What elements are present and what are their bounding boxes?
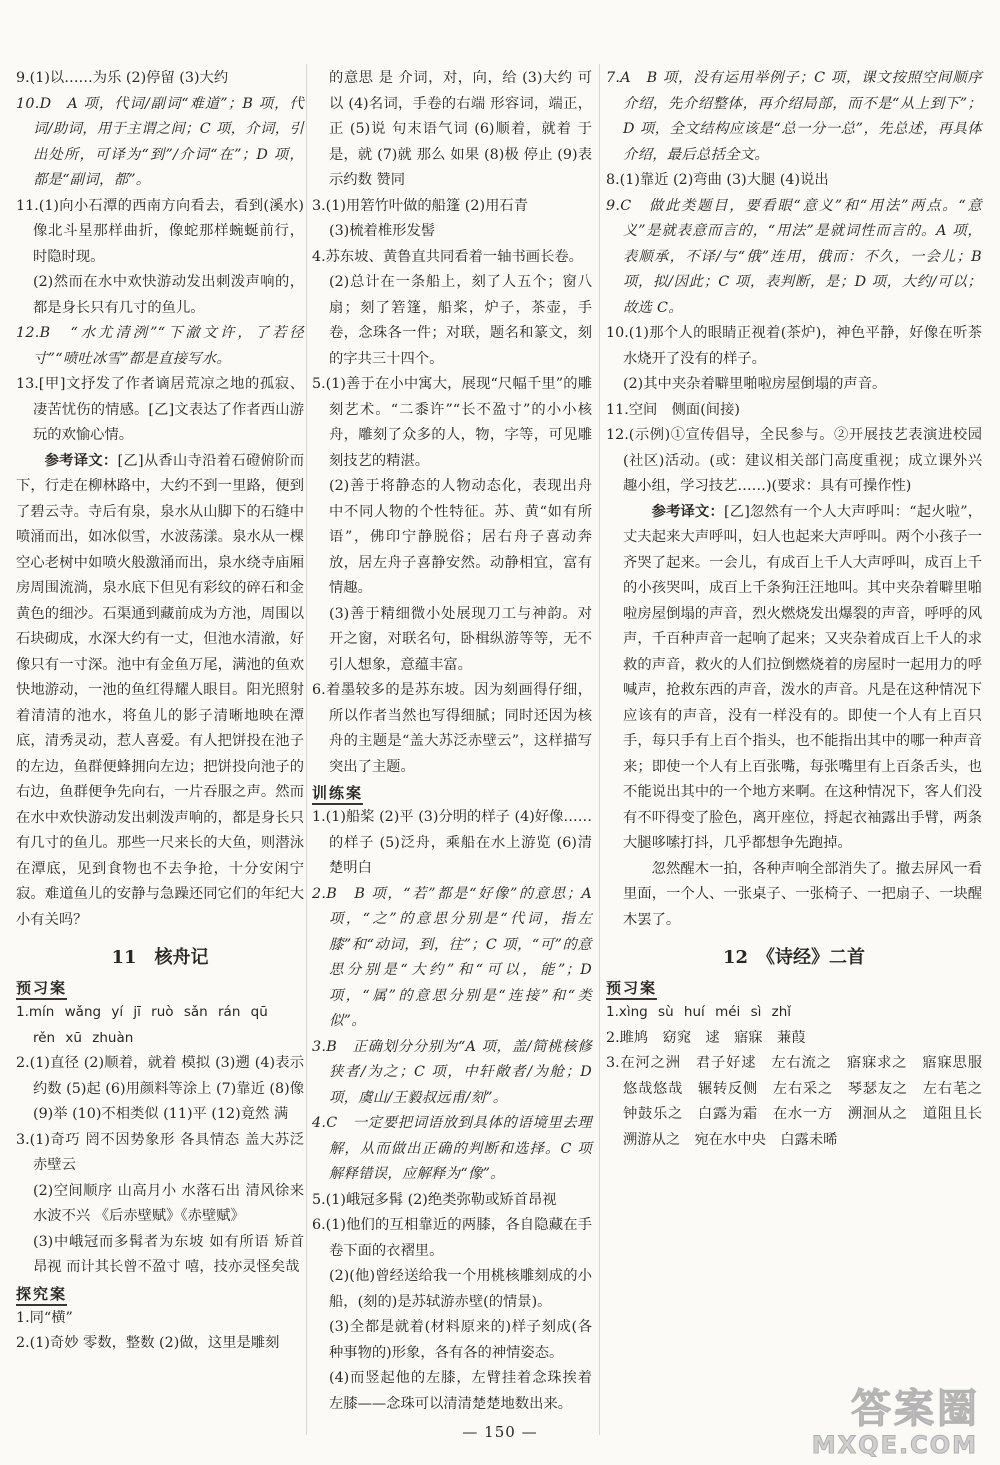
answer-item: (2)(他)曾经送给我一个用桃核雕刻成的小船，(刻的)是苏轼游赤壁(的情景)。 [329,1268,592,1310]
reference-translation-text: [乙]忽然有一个人大声呼叫：“起火啦”，丈夫起来大声呼叫，妇人也起来大声呼叫。两个小孩子一齐哭了起来。一会儿，有成百上千人大声呼叫，成百上千的小孩哭叫，成百上千条狗汪汪地叫。其中夹杂着噼里啪啦房屋倒塌的声音，烈火燃烧发出爆裂的声音，呼呼的风声，千百种声音一起响了起来；又夹杂着成百上千人的求救的声音，救火的人们拉倒燃烧着的房屋时一起用力的呼喊声，抢救东西的声音，泼水的声音。凡是在这种情况下应该有的声音，没有一样没有的。即使一个人有上百只手，每只手有上百个指头，也不能指出其中的哪一种声音来；即使一个人有上百张嘴，每张嘴里有上百条舌头，也不能说出其中的一个地方来啊。在这种情况下，客人们没有不吓得变了脸色，离开座位，捋起衣袖露出手臂，两条大腿哆嗦打抖，几乎都想争先跑掉。 [623,503,982,851]
column-divider [599,64,600,1435]
reference-translation [606,500,982,857]
answer-item: (3)善于精细微小处展现刀工与神韵。对开之窗，对联名句，卧楫纵游等等，无不引人想象，意蕴丰富。 [329,605,592,673]
page-number: — 150 — [462,1423,538,1441]
answer-item: (2)其中夹杂着噼里啪啦房屋倒塌的声音。 [623,376,887,392]
answer-item: (2)然而在水中欢快游动发出刺泼声响的，都是身长只有几寸的鱼儿。 [33,274,304,316]
column-divider [306,64,307,1435]
answer-item: 4.苏东坡、黄鲁直共同看着一轴书画长卷。 [312,248,583,265]
reference-translation [16,449,304,934]
answer-item: 2.(1)奇妙 零数，整数 (2)做，这里是雕刻 [16,1335,280,1351]
answer-item: 1.(1)船桨 (2)平 (3)分明的样子 (4)好像……的样子 (5)泛舟，乘船在水上游览 (6)清楚明白 [312,809,592,876]
answer-item: (2)善于将静态的人物动态化，表现出舟中不同人物的个性特征。苏、黄“如有所语”，佛印宁静脱俗；居右舟子喜动奔放，居左舟子喜静安然。动静相宜，富有情趣。 [329,478,592,596]
answer-item: (2)空间顺序 山高月小 水落石出 清风徐来 水波不兴 《后赤壁赋》《赤壁赋》 [33,1182,304,1224]
answer-item: 6.(1)他们的互相靠近的两膝，各自隐藏在手卷下面的衣褶里。 [312,1217,592,1259]
answer-item: 5.(1)峨冠多髯 (2)绝类弥勒或矫首昂视 [312,1191,557,1208]
answer-item: 3.B 正确划分分别为“A 项，盖/简桃核修狭者/为之；C 项，中轩敞者/为舱；D 项，虞山/王毅叔远甫/刻”。 [312,1038,592,1106]
section-heading: 预习案 [606,977,982,998]
answer-item: 7.A B 项，没有运用举例子；C 项，课文按照空间顺序介绍，先介绍整体，再介绍局部，而不是“从上到下”；D 项，全文结构应该是“总一分一总”，先总述，再具体介绍，最后总括全文。 [606,70,982,163]
answer-item: 9.(1)以……为乐 (2)停留 (3)大约 [16,70,229,86]
answer-item: 3.在河之洲 君子好逑 左右流之 寤寐求之 寤寐思服 悠哉悠哉 辗转反侧 左右采之 琴瑟友之 左右芼之 钟鼓乐之 白露为霜 在水一方 溯洄从之 道阻且长 溯游从之 宛在水中央 白露未晞 [606,1055,997,1148]
pinyin-answer: 1.xìng sù huí méi sì zhǐ [606,1004,792,1020]
pinyin-answer: rěn xū zhuàn [33,1029,134,1046]
column-2 [312,66,592,1417]
answer-item: 2.(1)直径 (2)顺着，就着 模拟 (3)遡 (4)表示约数 (5)起 (6)用颜料等涂上 (7)靠近 (8)像 (9)举 (10)不相类似 (11)平 (12)竟然 满 [16,1055,304,1122]
watermark-text: 答案圈 [851,1386,980,1432]
answer-item: 4.C 一定要把词语放到具体的语境里去理解，从而做出正确的判断和选择。C 项解释错误，应解释为“像”。 [312,1115,592,1182]
answer-item: 的意思 是 介词，对，向，给 (3)大约 可以 (4)名词，手卷的右端 形容词，端正，正 (5)说 句末语气词 (6)顺着，就着 于是，就 (7)就 那么 如果 (8)极 停止 (9)表示约数 赞同 [329,70,592,188]
answer-item: 3.(1)奇巧 罔不因势象形 各具情态 盖大苏泛赤壁云 [16,1131,304,1173]
reference-translation-text: [乙]从香山寺沿着石磴俯阶而下，行走在柳林路中，大约不到一里路，便到了碧云寺。寺后有泉，泉水从山脚下的石缝中喷涌而出，如冰似雪，水波荡漾。泉水从一棵空心老树中如喷火般激涌而出，泉水绕寺庙厢房周围流淌，泉水底下但见有彩纹的碎石和金黄色的细沙。石渠通到藏前成为方池，周围以石块砌成，水深大约有一丈，但池水清澈，好像只有一寸深。池中有金鱼万尾，满池的鱼欢快地游动，一池的鱼红得耀人眼目。阳光照射着清清的池水，将鱼儿的影子清晰地映在潭底，清秀灵动，惹人喜爱。有人把饼投在池子的左边，鱼群便蜂拥向左边；把饼投向池子的右边，鱼群便争先向右，一片吞服之声。然而在水中欢快游动发出刺泼声响的，都是身长只有几寸的鱼儿。那些一尺来长的大鱼，则潜泳在潭底，见到食物也不去争抢，十分安闲宁寂。难道鱼儿的安静与急躁还同它们的年纪大小有关吗？ [16,452,305,928]
answer-item: 11.空间 侧面(间接) [606,401,740,418]
reference-translation-label: 参考译文： [651,503,724,520]
column-1 [16,66,304,1357]
answer-item: 5.(1)善于在小中寓大，展现“尺幅千里”的雕刻艺术。“二黍许”“长不盈寸”的小小核舟，雕刻了众多的人，物，字等，可见雕刻技艺的精湛。 [312,376,592,469]
answer-item: 3.(1)用箬竹叶做的船篷 (2)用石青 [312,197,528,214]
chapter-title: 12 《诗经》二首 [722,947,866,968]
section-heading: 探究案 [16,1283,304,1304]
answer-item: (3)全都是就着(材料原来的)样子刻成(各种事物的)形象，各有各的神情姿态。 [329,1319,592,1361]
reference-translation-label: 参考译文： [44,452,118,469]
answer-item: 9.C 做此类题目，要看眼“意义”和“用法”两点。“意义”是就表意而言的，“用法”是就词性而言的。A 项，表顺承，不译/与“俄”连用，俄而：不久，一会儿；B 项，拟/因此；C 项，表判断，是；D 项，大约/可以；故选 C。 [606,197,982,316]
answer-item: 12.B “水尤清洌”“下澈文许，了若径寸”“喷吐冰雪”都是直接写水。 [16,325,304,367]
section-heading: 训练案 [312,782,592,803]
answer-item: 12.(示例)①宣传倡导，全民参与。②开展技艺表演进校园(社区)活动。(或：建议相关部门高度重视；成立课外兴趣小组，学习技艺……)(要求：具有可操作性) [606,427,982,494]
answer-item: 10.(1)那个人的眼睛正视着(茶炉)，神色平静，好像在听茶水烧开了没有的样子。 [606,325,982,367]
answer-item: 11.(1)向小石潭的西南方向看去，看到(溪水)像北斗星那样曲折，像蛇那样蜿蜒前行，时隐时现。 [16,197,304,265]
answer-item: (2)总计在一条船上，刻了人五个；窗八扇；刻了箬篷，船桨，炉子，茶壶，手卷，念珠各一件；对联，题名和篆文，刻的字共三十四个。 [329,274,592,367]
pinyin-answer: 1.mín wǎng yí jī ruò sǎn rán qū [16,1004,268,1020]
watermark-domain: MXQE.COM [811,1431,978,1459]
chapter-title: 11 核舟记 [111,947,209,968]
watermark-logo [806,1377,986,1459]
column-3 [606,66,997,1153]
answer-item: 6.着墨较多的是苏东坡。因为刻画得仔细，所以作者当然也写得细腻；同时还因为核舟的主题是“盖大苏泛赤壁云”，这样描写突出了主题。 [312,682,592,775]
answer-item: (4)而竖起他的左膝，左臂挂着念珠挨着左膝——念珠可以清清楚楚地数出来。 [329,1370,592,1412]
answer-item: (3)中峨冠而多髯者为东坡 如有所语 矫首昂视 而计其长曾不盈寸 嘻，技亦灵怪矣哉 [33,1233,304,1275]
answer-item: 10.D A 项，代词/副词“难道”；B 项，代词/助词，用于主谓之间；C 项，介词，引出处所，可译为“到”/介词“在”；D 项，都是“副词，都”。 [16,95,304,188]
answer-item: 2.B B 项，“若”都是“好像”的意思；A 项，“之”的意思分别是“代词，指左膝”和“动词，到，往”；C 项，“可”的意思分别是“大约”和“可以，能”；D 项，“属”的意思分别是“连接”和“类似”。 [312,885,592,1029]
closing-paragraph: 忽然醒木一拍，各种声响全部消失了。撤去屏风一看里面，一个人、一张桌子、一张椅子、一把扇子、一块醒木罢了。 [623,860,982,928]
answer-item: 13.[甲]文抒发了作者谪居荒凉之地的孤寂、凄苦忧伤的情感。[乙]文表达了作者西山游玩的欢愉心情。 [16,376,304,443]
answer-item: 2.雎鸠 窈窕 逑 寤寐 蒹葭 [606,1029,806,1046]
answer-item: 1.同“横” [16,1309,73,1326]
answer-item: 8.(1)靠近 (2)弯曲 (3)大腿 (4)说出 [606,172,829,188]
section-heading: 预习案 [16,977,304,998]
answer-item: (3)梳着椎形发髻 [329,223,436,239]
